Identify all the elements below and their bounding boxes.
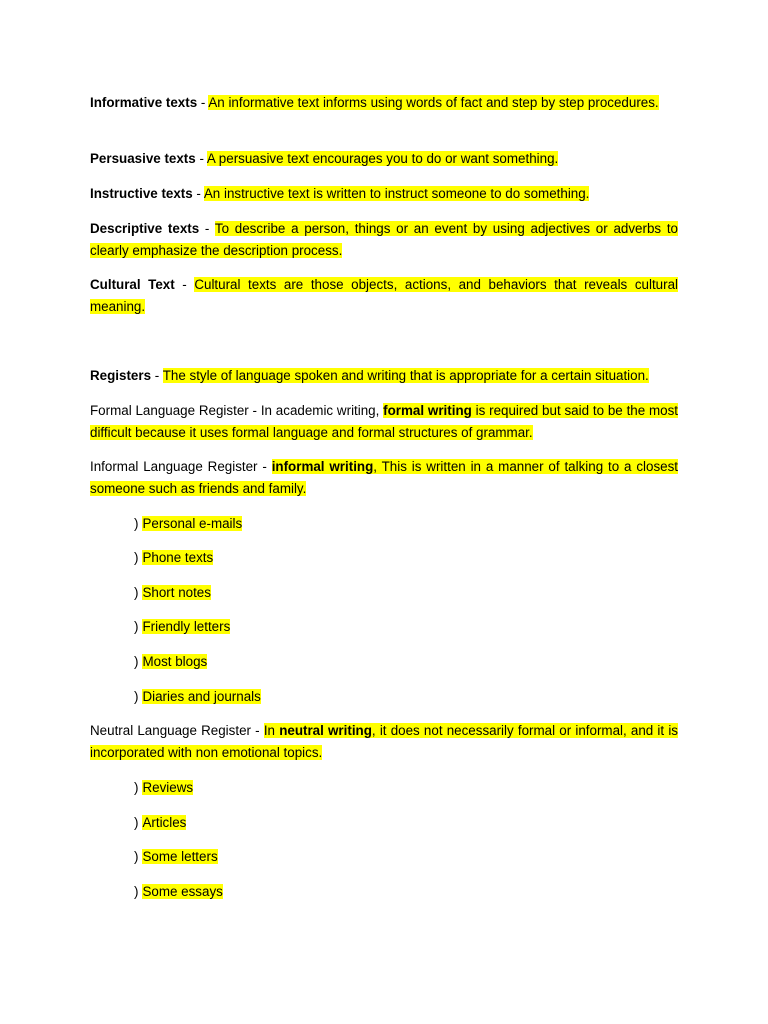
- highlighted-definition: A persuasive text encourages you to do or want something.: [206, 151, 559, 166]
- list-item: ) Some letters: [134, 849, 218, 864]
- separator: -: [174, 277, 195, 292]
- highlighted-definition: formal writing is required but said to be the most difficult because it uses formal language and formal structures of grammar.: [90, 403, 679, 440]
- highlighted-definition: To describe a person, things or an event by using adjectives or adverbs to clearly emphasize the description process.: [90, 221, 678, 258]
- list-item: ) Diaries and journals: [134, 689, 261, 704]
- list-item: ) Most blogs: [134, 654, 208, 669]
- bullet-mark: ): [134, 849, 139, 864]
- list-item: ) Articles: [134, 815, 187, 830]
- highlighted-definition: An instructive text is written to instruct someone to do something.: [203, 186, 590, 201]
- highlighted-definition: The style of language spoken and writing that is appropriate for a certain situation.: [162, 368, 649, 383]
- definition-instructive: [90, 183, 678, 205]
- term: Informative texts: [90, 95, 198, 110]
- bold-term: formal writing: [383, 403, 472, 418]
- highlighted-definition: informal writing, This is written in a manner of talking to a closest someone such as friends and family.: [90, 459, 679, 496]
- definition-persuasive: [90, 148, 678, 170]
- definition-informative: [90, 92, 678, 114]
- list-item: ) Short notes: [134, 585, 211, 600]
- list-item: ) Phone texts: [134, 550, 214, 565]
- bold-term: informal writing: [271, 459, 374, 474]
- bullet-mark: ): [134, 689, 139, 704]
- term: Registers: [90, 368, 152, 383]
- definition-registers: [90, 365, 678, 387]
- separator: -: [199, 221, 215, 236]
- definition-cultural: [90, 274, 678, 318]
- register-lead: Neutral Language Register -: [90, 723, 264, 738]
- bullet-mark: ): [134, 550, 139, 565]
- bullet-mark: ): [134, 884, 139, 899]
- list-item: ) Friendly letters: [134, 619, 231, 634]
- highlighted-definition: Cultural texts are those objects, actions, and behaviors that reveals cultural meaning.: [90, 277, 678, 314]
- informal-register: [90, 456, 678, 500]
- bullet-mark: ): [134, 780, 139, 795]
- formal-register: [90, 400, 678, 444]
- bullet-mark: ): [134, 815, 139, 830]
- bold-term: neutral writing: [279, 723, 372, 738]
- list-item: ) Reviews: [134, 780, 194, 795]
- neutral-register: [90, 720, 678, 764]
- list-item: ) Personal e-mails: [134, 516, 243, 531]
- register-lead: Informal Language Register -: [90, 459, 272, 474]
- register-lead: Formal Language Register - In academic writing,: [90, 403, 384, 418]
- list-item: ) Some essays: [134, 884, 223, 899]
- separator: -: [151, 368, 163, 383]
- term: Instructive texts: [90, 186, 193, 201]
- bullet-mark: ): [134, 619, 139, 634]
- bullet-mark: ): [134, 654, 139, 669]
- bullet-mark: ): [134, 585, 139, 600]
- definition-descriptive: [90, 218, 678, 262]
- term: Descriptive texts: [90, 221, 200, 236]
- term: Persuasive texts: [90, 151, 196, 166]
- separator: -: [192, 186, 204, 201]
- highlighted-definition: An informative text informs using words of fact and step by step procedures.: [208, 95, 659, 110]
- term: Cultural Text: [90, 277, 175, 292]
- bullet-mark: ): [134, 516, 139, 531]
- separator: -: [195, 151, 207, 166]
- highlighted-definition: In neutral writing, it does not necessarily formal or informal, and it is incorporated with non emotional topics.: [90, 723, 678, 760]
- separator: -: [197, 95, 209, 110]
